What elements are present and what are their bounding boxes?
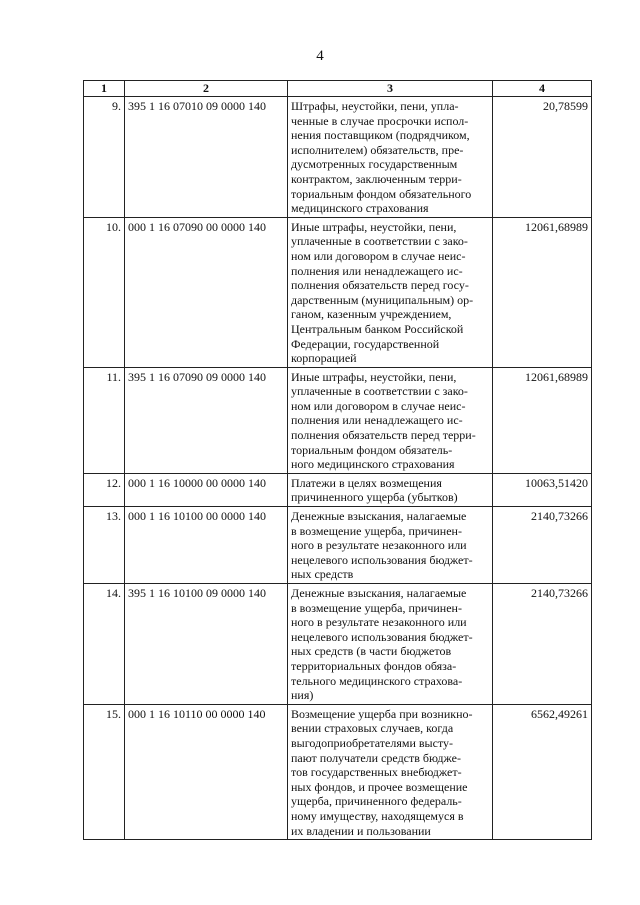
revenue-name: Платежи в целях возмещения причиненного ущерба (убытков): [288, 473, 493, 506]
amount: 12061,68989: [493, 367, 592, 473]
row-number: 14.: [84, 584, 125, 705]
table-row: [84, 584, 592, 705]
amount: 10063,51420: [493, 473, 592, 506]
budget-code: 000 1 16 07090 00 0000 140: [125, 217, 288, 367]
header-col-4: 4: [493, 81, 592, 97]
amount: 2140,73266: [493, 507, 592, 584]
table-row: [84, 97, 592, 218]
revenue-name: Иные штрафы, неустойки, пени, уплаченные в соответствии с зако- ном или договором в случае неис- полнения или ненадлежащего ис- полнения обязательств перед госу- дарственным (муниципальным) ор- ганом, казенным учреждением, Центральным банком Российской Федерации, государственной корпорацией: [288, 217, 493, 367]
header-col-2: 2: [125, 81, 288, 97]
amount: 12061,68989: [493, 217, 592, 367]
header-col-3: 3: [288, 81, 493, 97]
page-number: 4: [316, 48, 324, 64]
revenue-name: Денежные взыскания, налагаемые в возмещение ущерба, причинен- ного в результате незаконного или нецелевого использования бюджет- ных средств (в части бюджетов территориальных фондов обяза- тельного медицинского страхова- ния): [288, 584, 493, 705]
revenue-name: Денежные взыскания, налагаемые в возмещение ущерба, причинен- ного в результате незаконного или нецелевого использования бюджет- ных средств: [288, 507, 493, 584]
row-number: 11.: [84, 367, 125, 473]
amount: 2140,73266: [493, 584, 592, 705]
row-number: 9.: [84, 97, 125, 218]
table-row: [84, 704, 592, 839]
row-number: 15.: [84, 704, 125, 839]
header-col-1: 1: [84, 81, 125, 97]
revenue-name: Штрафы, неустойки, пени, упла- ченные в случае просрочки испол- нения поставщиком (подрядчиком, исполнителем) обязательств, пре- дусмотренных государственным контрактом, заключенным терри- ториальным фондом обязательного медицинского страхования: [288, 97, 493, 218]
amount: 20,78599: [493, 97, 592, 218]
row-number: 10.: [84, 217, 125, 367]
revenue-table: [83, 80, 592, 840]
budget-code: 395 1 16 10100 09 0000 140: [125, 584, 288, 705]
revenue-name: Иные штрафы, неустойки, пени, уплаченные в соответствии с зако- ном или договором в случае неис- полнения или ненадлежащего ис- полнения обязательств перед терри- ториальным фондом обязатель- ного медицинского страхования: [288, 367, 493, 473]
table-header-row: [84, 81, 592, 97]
table-row: [84, 217, 592, 367]
budget-code: 000 1 16 10000 00 0000 140: [125, 473, 288, 506]
budget-code: 000 1 16 10110 00 0000 140: [125, 704, 288, 839]
amount: 6562,49261: [493, 704, 592, 839]
revenue-name: Возмещение ущерба при возникно- вении страховых случаев, когда выгодоприобретателями высту- пают получатели средств бюдже- тов государственных внебюджет- ных фондов, и прочее возмещение ущерба, причиненного федераль- ному имуществу, находящемуся в их владении и пользовании: [288, 704, 493, 839]
row-number: 12.: [84, 473, 125, 506]
table-row: [84, 473, 592, 506]
budget-code: 395 1 16 07010 09 0000 140: [125, 97, 288, 218]
row-number: 13.: [84, 507, 125, 584]
table-row: [84, 507, 592, 584]
budget-code: 395 1 16 07090 09 0000 140: [125, 367, 288, 473]
budget-code: 000 1 16 10100 00 0000 140: [125, 507, 288, 584]
table-row: [84, 367, 592, 473]
